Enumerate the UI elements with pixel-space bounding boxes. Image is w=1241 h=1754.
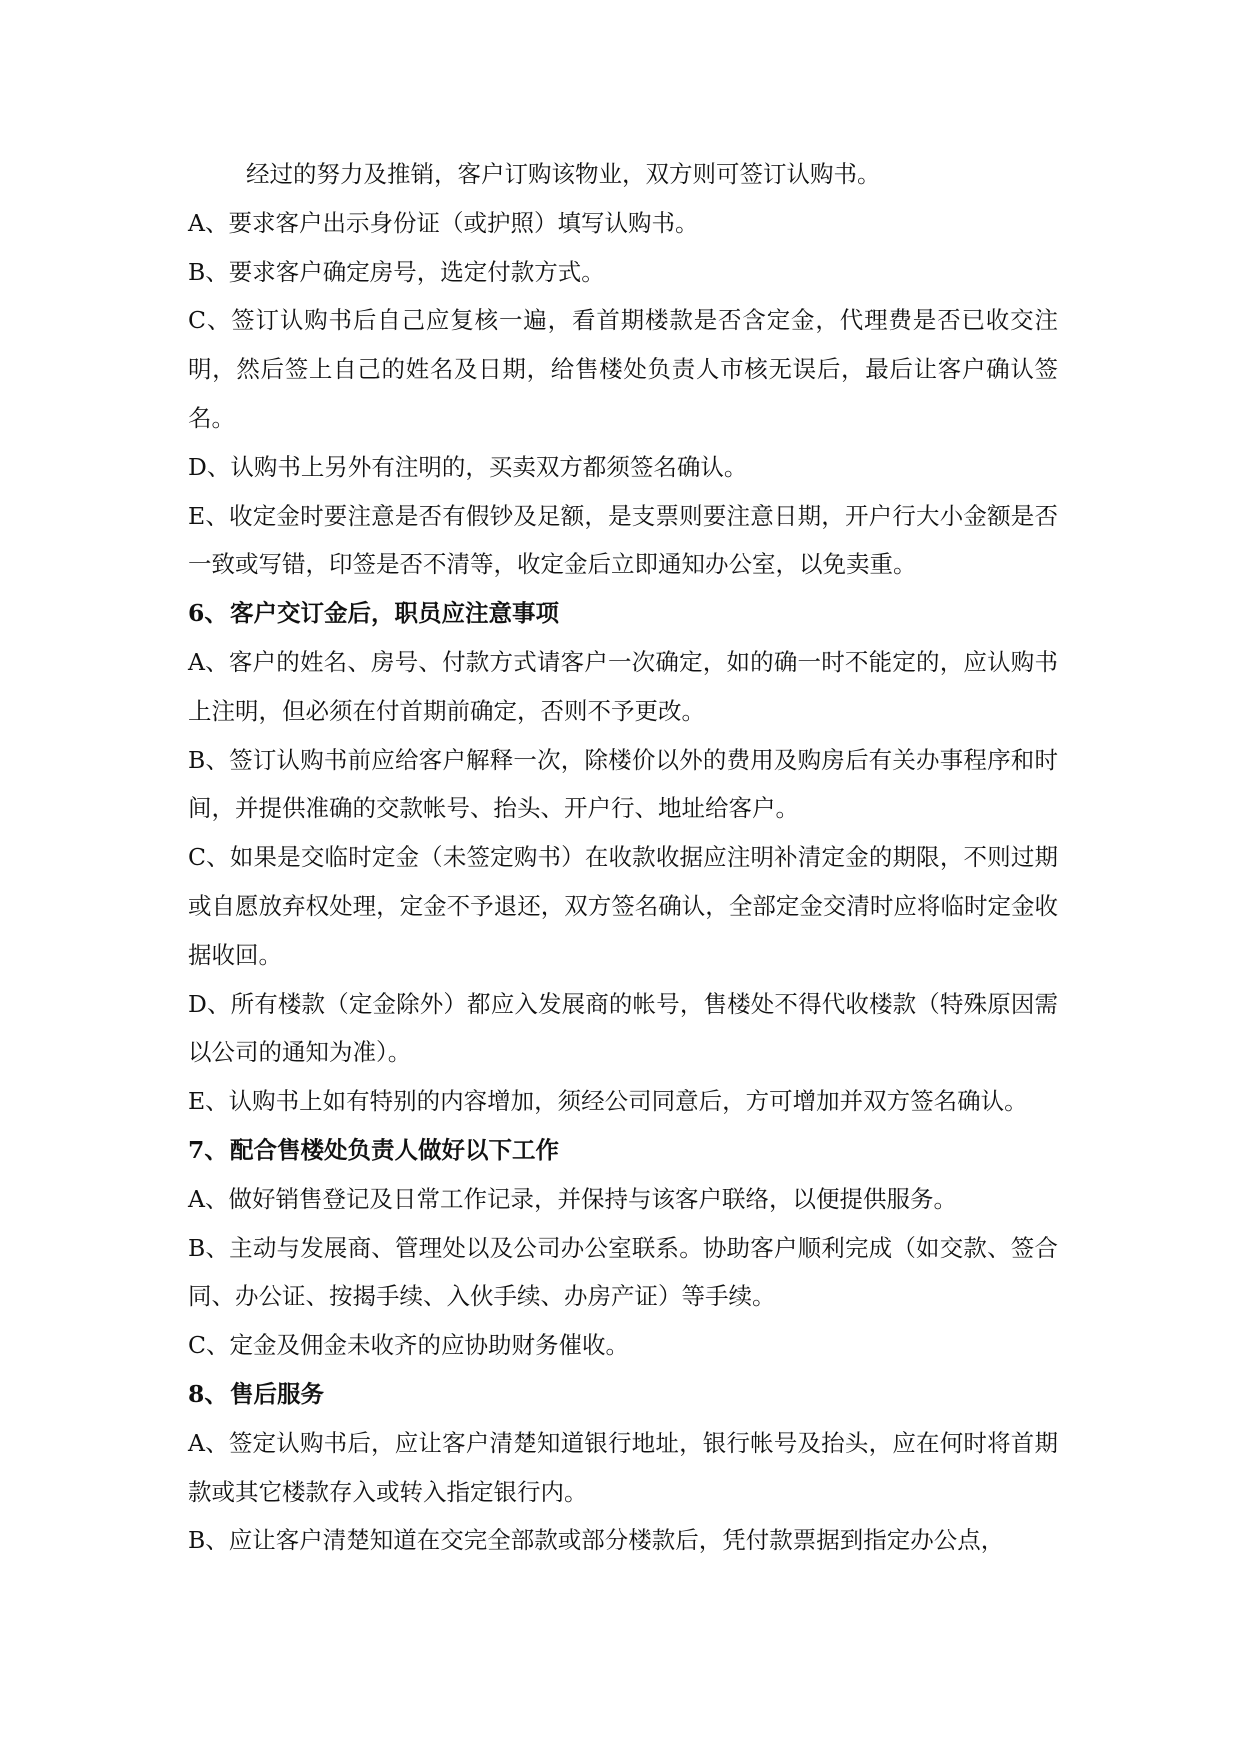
section8-item-a: A、签定认购书后，应让客户清楚知道银行地址，银行帐号及抬头，应在何时将首期款或其它楼款存入或转入指定银行内。 [188, 1428, 1058, 1506]
section5-item-e: E、收定金时要注意是否有假钞及足额，是支票则要注意日期，开户行大小金额是否一致或写错，印签是否不清等，收定金后立即通知办公室，以免卖重。 [188, 501, 1058, 579]
section5-item-d: D、认购书上另外有注明的，买卖双方都须签名确认。 [188, 452, 748, 481]
section8-number: 8、 [188, 1379, 228, 1408]
section7-title: 配合售楼处负责人做好以下工作 [230, 1135, 559, 1164]
section6-item-c: C、如果是交临时定金（未签定购书）在收款收据应注明补清定金的期限，不则过期或自愿放弃权处理，定金不予退还，双方签名确认，全部定金交清时应将临时定金收据收回。 [188, 843, 1058, 969]
intro-paragraph: 经过的努力及推销，客户订购该物业，双方则可签订认购书。 [246, 160, 881, 188]
section8-item-b: B、应让客户清楚知道在交完全部款或部分楼款后，凭付款票据到指定办公点， [188, 1526, 1005, 1555]
section8-title: 售后服务 [230, 1379, 324, 1408]
section8-heading [188, 1370, 1058, 1419]
section6-heading [188, 589, 1058, 638]
section7-heading [188, 1126, 1058, 1175]
section5-item-a: A、要求客户出示身份证（或护照）填写认购书。 [188, 208, 699, 237]
section7-item-b: B、主动与发展商、管理处以及公司办公室联系。协助客户顺利完成（如交款、签合同、办公证、按揭手续、入伙手续、办房产证）等手续。 [188, 1233, 1058, 1311]
section5-item-c: C、签订认购书后自己应复核一遍，看首期楼款是否含定金，代理费是否已收交注明，然后签上自己的姓名及日期，给售楼处负责人市核无误后，最后让客户确认签名。 [188, 306, 1058, 432]
section7-number: 7、 [188, 1135, 228, 1164]
document-page [188, 150, 1058, 1565]
section7-item-c: C、定金及佣金未收齐的应协助财务催收。 [188, 1331, 629, 1360]
section6-item-b: B、签订认购书前应给客户解释一次，除楼价以外的费用及购房后有关办事程序和时间，并提供准确的交款帐号、抬头、开户行、地址给客户。 [188, 745, 1058, 823]
section6-number: 6、 [188, 599, 228, 628]
section6-item-e: E、认购书上如有特别的内容增加，须经公司同意后，方可增加并双方签名确认。 [188, 1087, 1028, 1116]
section6-title: 客户交订金后，职员应注意事项 [230, 599, 559, 628]
section6-item-a: A、客户的姓名、房号、付款方式请客户一次确定，如的确一时不能定的，应认购书上注明，但必须在付首期前确定，否则不予更改。 [188, 647, 1058, 725]
section6-item-d: D、所有楼款（定金除外）都应入发展商的帐号，售楼处不得代收楼款（特殊原因需以公司的通知为准）。 [188, 989, 1058, 1067]
section7-item-a: A、做好销售登记及日常工作记录，并保持与该客户联络，以便提供服务。 [188, 1184, 957, 1213]
section5-item-b: B、要求客户确定房号，选定付款方式。 [188, 257, 605, 286]
